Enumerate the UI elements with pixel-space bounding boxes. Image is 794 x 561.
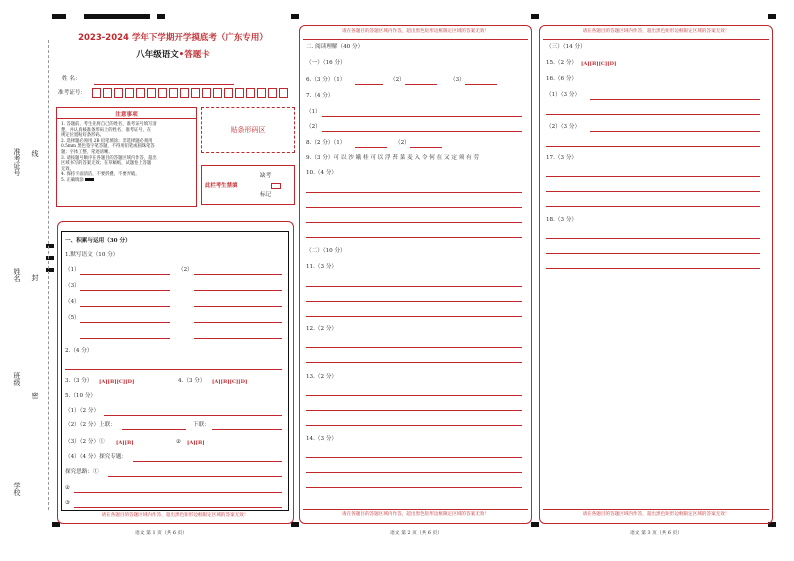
side-label-school: 学校	[13, 482, 21, 496]
notice-item: 楚，并认真核准条形码上的姓名、准考证号，在	[61, 127, 152, 133]
q8-2-label: （2）	[395, 140, 410, 146]
q8-label: 8.（2 分）（1）	[306, 140, 346, 146]
col2-bottom-rule	[303, 509, 528, 510]
part-2-title: （二）（10 分）	[306, 248, 346, 254]
registration-mark	[768, 14, 776, 19]
q5-label: 5.（10 分）	[65, 393, 97, 399]
q5-3-options-1[interactable]: [A][B]	[116, 440, 134, 446]
q10-line[interactable]	[306, 222, 522, 223]
notice-item: 4. 保持卡面清洁，不要折叠、不要弄破。	[61, 172, 140, 178]
q17-line[interactable]	[546, 206, 760, 207]
grade-subject: 八年级语文	[136, 50, 179, 60]
notice-item: 1. 答题前，考生先将自己的姓名，准考证号填写清	[61, 122, 157, 127]
q14-line[interactable]	[306, 457, 522, 458]
q1-blank-line[interactable]	[194, 274, 282, 275]
q5-3-label-2: ②	[176, 439, 182, 445]
q5-2-upper-line[interactable]	[122, 429, 186, 430]
name-field[interactable]	[94, 84, 234, 85]
q5-2-lower-label: 下联：	[193, 422, 210, 428]
card-title	[58, 48, 288, 60]
q13-line[interactable]	[306, 410, 522, 411]
q11-label: 11.（3 分）	[306, 264, 338, 270]
col3-area-note-bottom: 请在各题目的答题区域内作答，超出黑色矩形边框限定区域的答案无效！	[582, 512, 730, 517]
side-label-secret: 密	[31, 392, 39, 399]
q10-line[interactable]	[306, 207, 522, 208]
registration-mark	[531, 522, 539, 527]
q6-1-line[interactable]	[355, 84, 383, 85]
q12-line[interactable]	[306, 362, 522, 363]
q1-blank-line[interactable]	[194, 306, 282, 307]
col3-bottom-rule	[543, 509, 769, 510]
q12-label: 12.（2 分）	[306, 326, 338, 332]
q6-2-label: （2）	[390, 77, 405, 83]
q1-blank-label: （3）	[65, 283, 80, 289]
q16-1-line[interactable]	[590, 99, 760, 100]
q5-7-line[interactable]	[74, 507, 282, 508]
notice-box	[56, 107, 197, 207]
q14-label: 14.（3 分）	[306, 436, 338, 442]
registration-mark	[291, 522, 299, 527]
q10-label: 10.（4 分）	[306, 170, 338, 176]
section-1-title: 一、积累与运用（30 分）	[65, 238, 131, 244]
notice-item: 2. 选择题必须用 2B 铅笔填涂；非选择题必须用	[61, 138, 153, 144]
q1-blank-line[interactable]	[194, 322, 282, 323]
col3-top-rule	[543, 39, 769, 40]
part-3-title: （三）（14 分）	[546, 44, 586, 50]
q5-6-line[interactable]	[74, 492, 282, 493]
col1-area-note: 请在各题目的答题区域内作答，超出黑色矩形边框限定区域的答案无效！	[101, 513, 249, 518]
notice-item: 无效。	[61, 166, 74, 172]
q5-2-label: （2）（2 分）上联：	[65, 422, 116, 428]
q12-line[interactable]	[306, 347, 522, 348]
registration-mark	[84, 14, 150, 19]
exam-title: 2023-2024 学年下学期开学摸底考（广东专用）	[78, 33, 268, 43]
q18-line[interactable]	[546, 238, 760, 239]
q18-line[interactable]	[546, 268, 760, 269]
q6-3-line[interactable]	[465, 84, 497, 85]
q5-2-lower-line[interactable]	[212, 429, 282, 430]
registration-mark	[531, 14, 539, 19]
notice-item: 0.5mm 黑色签字笔答题，不得用铅笔或圆珠笔答	[61, 144, 155, 150]
q16-2-line[interactable]	[546, 146, 760, 147]
q6-3-label: （3）	[450, 77, 465, 83]
col2-top-rule	[303, 39, 528, 40]
q13-line[interactable]	[306, 425, 522, 426]
col2-area-note-bottom: 请在各题目的答题区域内作答，超出黑色矩形边框限定区域的答案无效！	[341, 512, 489, 517]
q5-1-line[interactable]	[104, 415, 282, 416]
notice-item: 3. 请按题号顺序在各题目的答题区域内作答，超出	[61, 155, 157, 161]
absent-line2: 标记	[260, 192, 272, 198]
q8-1-line[interactable]	[355, 147, 387, 148]
title-dot: •	[178, 50, 185, 60]
q16-2-line[interactable]	[590, 131, 760, 132]
q6-2-line[interactable]	[405, 84, 437, 85]
q1-blank-line[interactable]	[80, 322, 170, 323]
id-grid[interactable]	[92, 88, 290, 98]
q7-1-line[interactable]	[322, 116, 522, 117]
part-1-title: （一）（16 分）	[306, 60, 346, 66]
q8-2-line[interactable]	[410, 147, 442, 148]
q17-label: 17.（3 分）	[546, 155, 578, 161]
q18-line[interactable]	[546, 253, 760, 254]
q17-line[interactable]	[546, 191, 760, 192]
id-label: 准考证号：	[58, 90, 86, 96]
q5-4-line[interactable]	[133, 461, 282, 462]
q5-3-label: （3）（2 分）①	[65, 439, 105, 445]
notice-title: 注意事项	[115, 112, 138, 118]
notice-item-text: 5. 正确填涂	[61, 177, 84, 183]
q7-label: 7.（4 分）	[306, 93, 334, 99]
q5-5-label: 探究思路：①	[65, 469, 99, 475]
q1-blank-line[interactable]	[194, 338, 282, 339]
q1-blank-line[interactable]	[80, 338, 170, 339]
side-label-line: 线	[31, 150, 39, 157]
absent-box	[201, 165, 295, 205]
q16-label: 16.（6 分）	[546, 76, 578, 82]
side-label-seal: 封	[31, 274, 39, 281]
q5-1-label: （1）（2 分）	[65, 408, 100, 414]
side-label-name: 姓名	[13, 268, 21, 282]
footer-page-1: 语文 第 1 页（共 6 页）	[135, 531, 188, 536]
q7-2-label: （2）	[306, 124, 321, 130]
col3-area-note-top: 请在各题目的答题区域内作答，超出黑色矩形边框限定区域的答案无效！	[582, 29, 730, 34]
q1-label: 1.默写语文（10 分）	[65, 252, 119, 258]
q13-line[interactable]	[306, 395, 522, 396]
q9-label: 9.（3 分）可 以 沙 娥 桂 可 以 浮 苔 菜 麦 入 令 何 在 又 定 须 有 劳	[306, 155, 480, 161]
q15-label: 15.（2 分）	[546, 60, 578, 66]
notice-item: 区域书写的答案无效；在草稿纸、试题卷上答题	[61, 161, 152, 167]
q16-1-label: （1）（3 分）	[546, 92, 581, 98]
q1-blank-line[interactable]	[80, 306, 170, 307]
q1-blank-line[interactable]	[80, 290, 170, 291]
name-label: 姓 名：	[62, 76, 81, 82]
q18-label: 18.（3 分）	[546, 217, 578, 223]
q14-line[interactable]	[306, 472, 522, 473]
footer-page-2: 语文 第 2 页（共 6 页）	[390, 531, 443, 536]
q1-blank-line[interactable]	[80, 274, 170, 275]
notice-item: 规定位置贴好条形码。	[61, 133, 104, 139]
q1-blank-label: （4）	[65, 299, 80, 305]
q11-line[interactable]	[306, 286, 522, 287]
q11-line[interactable]	[306, 301, 522, 302]
q11-line[interactable]	[306, 316, 522, 317]
q10-line[interactable]	[306, 237, 522, 238]
filled-sample-icon	[85, 178, 94, 181]
absent-label: 此栏考生禁填	[205, 183, 238, 189]
q4-label: 4.（3 分）	[178, 378, 206, 384]
notice-list	[61, 122, 157, 184]
q5-5-line[interactable]	[108, 476, 282, 477]
absent-checkbox[interactable]	[271, 183, 281, 189]
q17-line[interactable]	[546, 176, 760, 177]
footer-page-3: 语文 第 3 页（共 6 页）	[630, 531, 683, 536]
q5-6-label: ②	[65, 485, 71, 491]
side-label-class: 班级	[13, 372, 21, 386]
q1-blank-line[interactable]	[194, 290, 282, 291]
q1-blank-label: （1）	[65, 267, 80, 273]
barcode-area	[201, 107, 295, 153]
q3-options[interactable]: [A][B][C][D]	[99, 379, 135, 385]
q3-label: 3.（3 分）	[65, 378, 93, 384]
q2-label: 2.（4 分）	[65, 348, 93, 354]
barcode-label: 贴条形码区	[230, 126, 266, 134]
q1-blank-label: （2）	[178, 267, 193, 273]
absent-line1: 缺考	[260, 173, 272, 179]
q16-1-line[interactable]	[546, 114, 760, 115]
section-2-title: 二. 阅读理解（40 分）	[306, 44, 364, 50]
q14-line[interactable]	[306, 487, 522, 488]
binding-line	[48, 40, 49, 510]
q4-options[interactable]: [A][B][C][D]	[212, 379, 248, 385]
registration-mark	[52, 14, 66, 19]
q1-blank-label: （5）	[65, 315, 80, 321]
notice-item	[61, 178, 157, 184]
answer-card-label: 答题卡	[184, 50, 210, 60]
q5-7-label: ③	[65, 500, 71, 506]
q10-line[interactable]	[306, 192, 522, 193]
q6-label: 6.（3 分）（1）	[306, 77, 346, 83]
q13-label: 13.（2 分）	[306, 374, 338, 380]
registration-mark	[157, 14, 165, 19]
registration-mark	[291, 14, 299, 19]
side-label-id: 准考证号	[13, 148, 21, 176]
col2-area-note-top: 请在各题目的答题区域内作答，超出黑色矩形边框限定区域的答案无效！	[341, 29, 489, 34]
q2-line[interactable]	[65, 369, 282, 370]
notice-item: 题；字体工整、笔迹清晰。	[61, 149, 113, 155]
q15-options[interactable]: [A][B][C][D]	[581, 61, 617, 67]
q5-3-options-2[interactable]: [A][B]	[187, 440, 205, 446]
q7-2-line[interactable]	[322, 131, 522, 132]
col2-answer-box	[299, 25, 532, 524]
q16-2-label: （2）（3 分）	[546, 124, 581, 130]
q7-1-label: （1）	[306, 109, 321, 115]
q5-4-label: （4）（4 分）探究专题：	[65, 454, 128, 460]
